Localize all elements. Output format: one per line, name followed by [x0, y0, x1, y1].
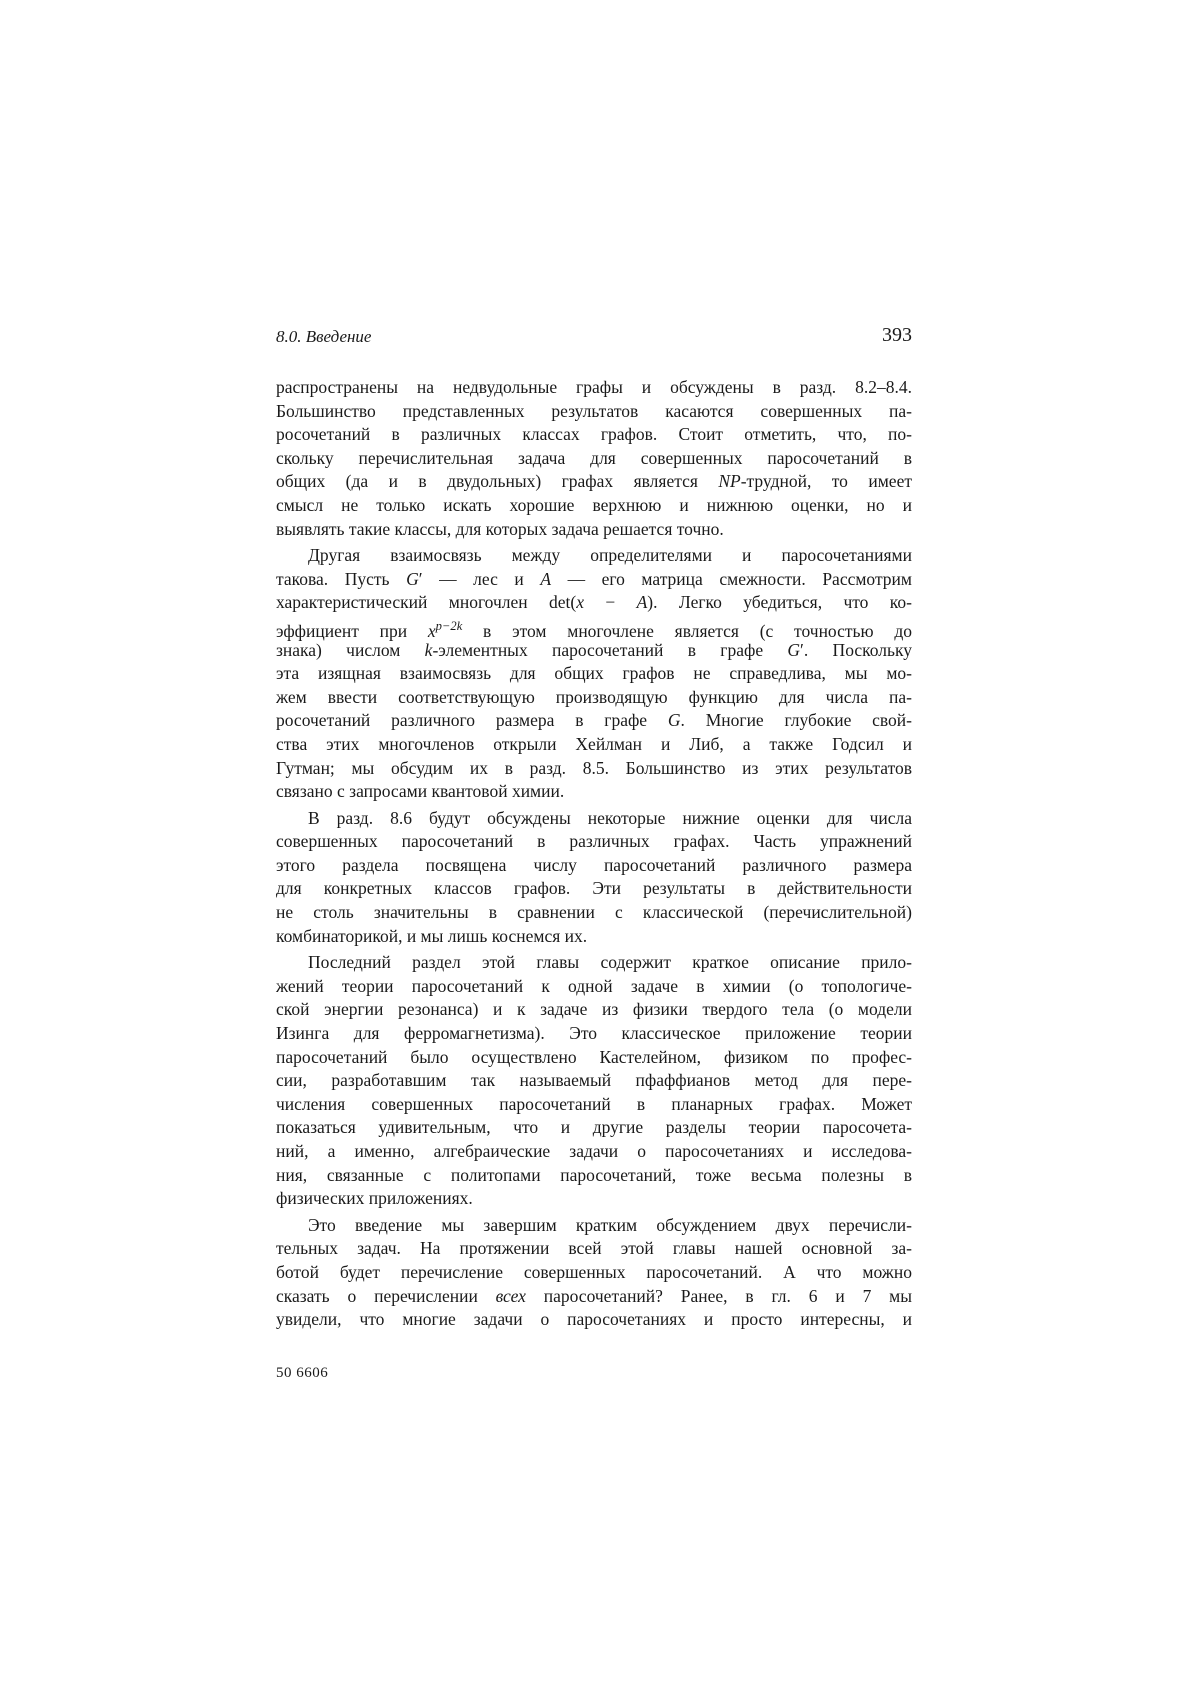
text-line: Последний раздел этой главы содержит краткое описание прило-: [308, 952, 912, 973]
text-line: числения совершенных паросочетаний в планарных графах. Может: [276, 1093, 912, 1114]
text-line: сии, разработавшим так называемый пфаффианов метод для пере-: [276, 1070, 912, 1091]
text-line: Другая взаимосвязь между определителями и паросочетаниями: [308, 545, 912, 566]
text-line: ской энергии резонанса) и к задаче из физики твердого тела (о модели: [276, 999, 912, 1020]
text-line: физических приложениях.: [276, 1188, 473, 1209]
text-line: жем ввести соответствующую производящую функцию для числа па-: [276, 686, 912, 707]
paragraph-5: [276, 1214, 912, 1332]
text-line: этого раздела посвящена числу паросочетаний различного размера: [276, 854, 912, 875]
text-line: ний, а именно, алгебраические задачи о паросочетаниях и исследова-: [276, 1141, 912, 1161]
text-line: увидели, что многие задачи о паросочетаниях и просто интересны, и: [276, 1309, 912, 1330]
text-line: такова. Пусть G′ — лес и A — его матрица смежности. Рассмотрим: [276, 568, 912, 589]
section-title: 8.0. Введение: [276, 327, 372, 346]
running-head: [276, 324, 912, 353]
text-line: росочетаний в различных классах графов. Стоит отметить, что, по-: [276, 424, 912, 445]
text-line: Изинга для ферромагнетизма). Это классическое приложение теории: [276, 1023, 912, 1044]
text-line: скольку перечислительная задача для совершенных паросочетаний в: [276, 447, 912, 468]
text-line: паросочетаний было осуществлено Кастелейном, физиком по профес-: [276, 1046, 912, 1067]
text-line: ства этих многочленов открыли Хейлман и Либ, а также Годсил и: [276, 733, 912, 754]
text-line: жений теории паросочетаний к одной задаче в химии (о топологиче-: [276, 975, 912, 996]
body-text: [276, 376, 912, 1335]
text-line: Это введение мы завершим кратким обсуждением двух перечисли-: [308, 1214, 912, 1235]
text-line: ботой будет перечисление совершенных паросочетаний. А что можно: [276, 1261, 912, 1282]
text-line: эффициент при $x^{p-2k}$ в этом многочлене является (с точностью до: [276, 618, 912, 641]
text-line: росочетаний различного размера в графе G. Многие глубокие свой-: [276, 710, 913, 731]
text-line: Гутман; мы обсудим их в разд. 8.5. Большинство из этих результатов: [276, 757, 912, 778]
text-line: эта изящная взаимосвязь для общих графов не справедлива, мы мо-: [276, 663, 912, 684]
paragraph-2: [276, 544, 912, 804]
printer-signature: 50 6606: [276, 1365, 329, 1381]
text-line: для конкретных классов графов. Эти результаты в действительности: [276, 878, 912, 899]
text-line: связано с запросами квантовой химии.: [276, 781, 565, 802]
text-line: знака) числом k-элементных паросочетаний в графе G′. Поскольку: [276, 639, 912, 660]
text-line: совершенных паросочетаний в различных графах. Часть упражнений: [276, 831, 912, 852]
paragraph-1: [276, 376, 912, 541]
text-line: характеристический многочлен det(x − A). Легко убедиться, что ко-: [276, 592, 912, 613]
text-line: тельных задач. На протяжении всей этой главы нашей основной за-: [276, 1238, 912, 1259]
text-line: выявлять такие классы, для которых задача решается точно.: [276, 518, 724, 539]
page-number: 393: [882, 324, 912, 346]
text-line: смысл не только искать хорошие верхнюю и нижнюю оценки, но и: [276, 494, 912, 515]
text-line: комбинаторикой, и мы лишь коснемся их.: [276, 925, 588, 946]
text-line: общих (да и в двудольных) графах является NP-трудной, то имеет: [276, 471, 912, 492]
text-line: не столь значительны в сравнении с классической (перечислительной): [276, 902, 912, 923]
paragraph-4: [276, 951, 912, 1211]
text-line: Большинство представленных результатов касаются совершенных па-: [276, 400, 912, 421]
paragraph-3: [276, 807, 912, 949]
text-line: ния, связанные с политопами паросочетаний, тоже весьма полезны в: [276, 1164, 912, 1185]
text-line: сказать о перечислении всех паросочетаний? Ранее, в гл. 6 и 7 мы: [276, 1285, 912, 1306]
text-line: распространены на недвудольные графы и обсуждены в разд. 8.2–8.4.: [276, 377, 912, 397]
text-line: В разд. 8.6 будут обсуждены некоторые нижние оценки для числа: [308, 807, 912, 828]
text-line: показаться удивительным, что и другие разделы теории паросочета-: [276, 1117, 912, 1138]
